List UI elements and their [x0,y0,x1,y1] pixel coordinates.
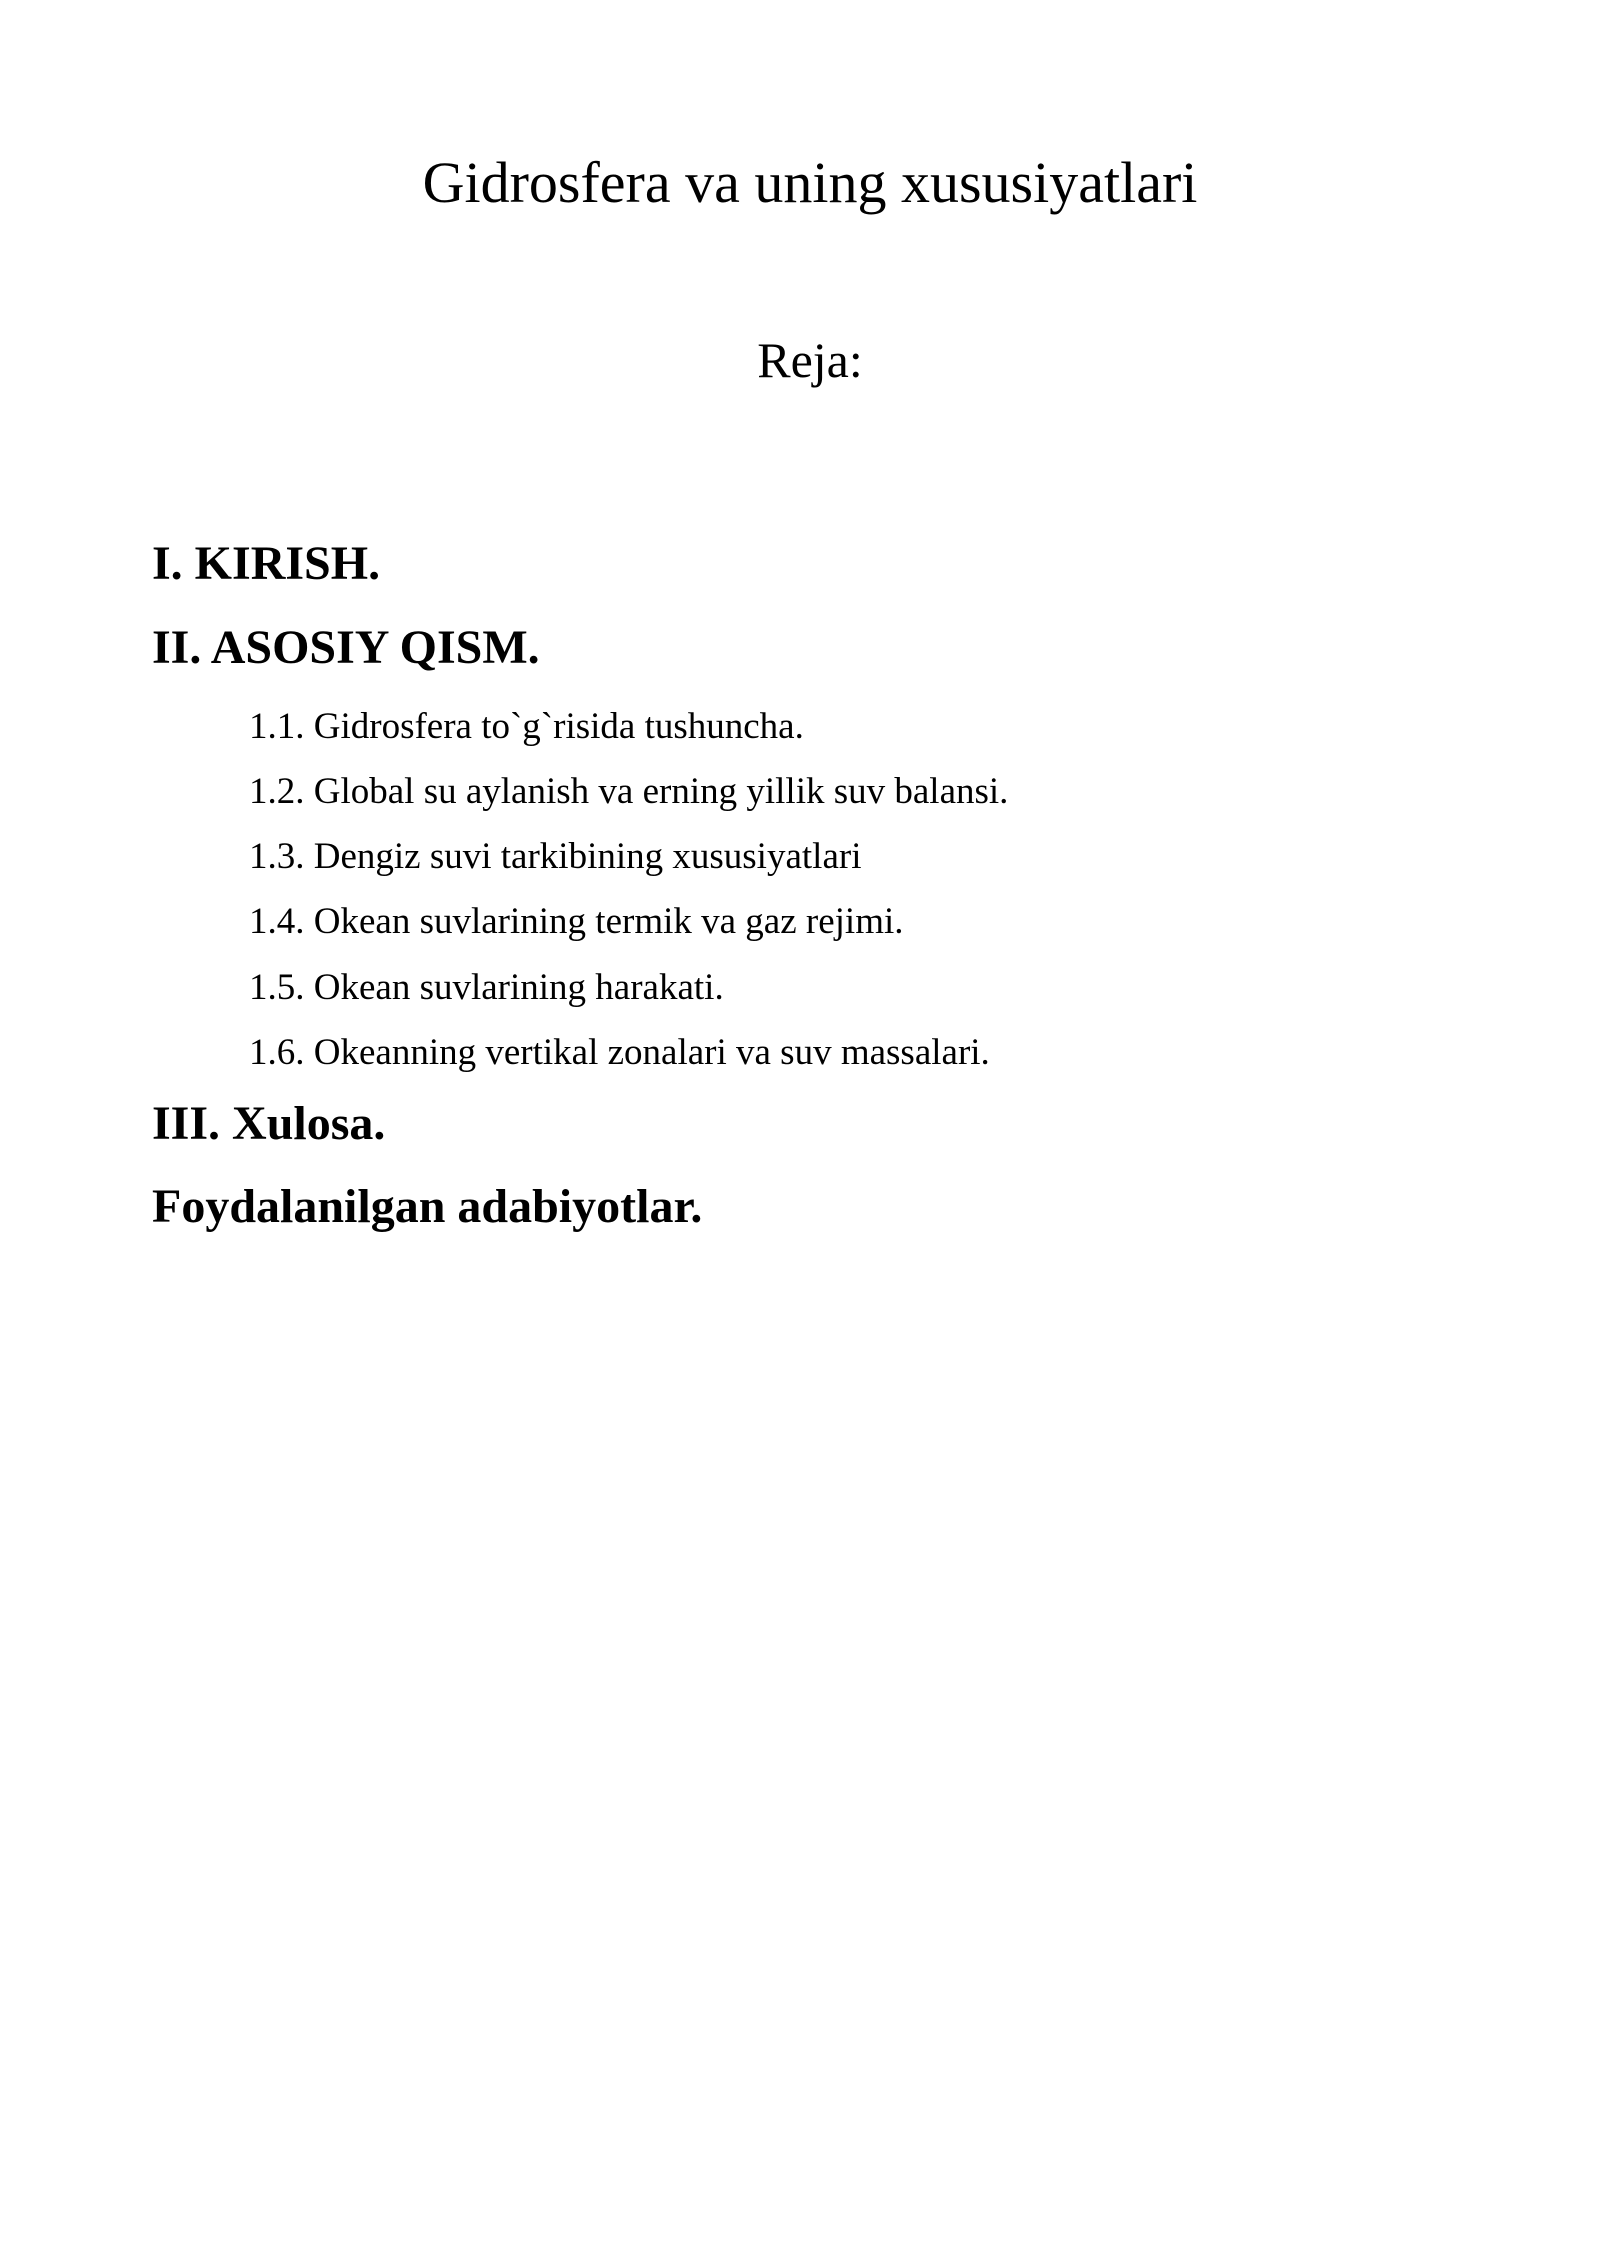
toc-subitem: 1.3. Dengiz suvi tarkibining xususiyatlari [249,836,862,877]
toc-section-conclusion: III. Xulosa. [152,1097,386,1150]
toc-subitem: 1.6. Okeanning vertikal zonalari va suv massalari. [249,1032,990,1073]
plan-heading: Reja: [757,332,863,388]
toc-section-introduction: I. KIRISH. [152,537,381,590]
toc-subitem: 1.4. Okean suvlarining termik va gaz rejimi. [249,901,904,942]
toc-section-references: Foydalanilgan adabiyotlar. [152,1180,703,1233]
document-title: Gidrosfera va uning xususiyatlari [422,150,1198,215]
toc-subitem: 1.5. Okean suvlarining harakati. [249,967,724,1008]
toc-subitem: 1.2. Global su aylanish va erning yillik suv balansi. [249,771,1009,812]
toc-section-main-part: II. ASOSIY QISM. [152,621,540,674]
toc-subitem: 1.1. Gidrosfera to`g`risida tushuncha. [249,706,804,747]
